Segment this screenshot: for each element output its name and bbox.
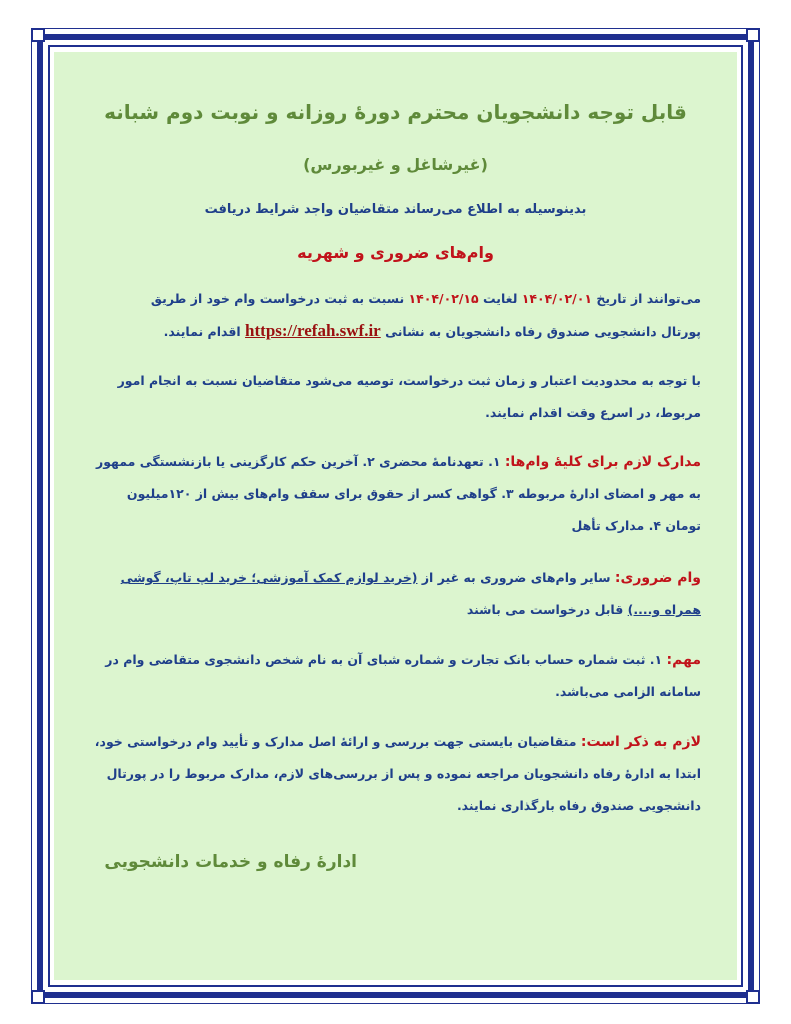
notice-subtitle: (غیرشاغل و غیربورس): [303, 155, 488, 174]
emergency-loan-paragraph: [90, 562, 701, 626]
note-label: لازم به ذکر است:: [580, 734, 701, 750]
portal-prefix: پورتال دانشجویی صندوق رفاه دانشجویان به نشانی: [385, 324, 701, 339]
note-text: متقاضیان بایستی جهت بررسی و ارائهٔ اصل مدارک و تأیید وام درخواستی خود، ابتدا به ادارهٔ رفاه دانشجویان مراجعه نموده و پس از بررسی‌های لازم، مدارک مربوط را در پورتال دانشجویی صندوق رفاه بارگذاری نمایند.: [94, 734, 701, 813]
document-item-3: ۳. گواهی کسر از حقوق برای سقف وام‌های بیش از ۱۲۰میلیون تومان: [126, 486, 701, 533]
registration-period-paragraph: [90, 283, 701, 348]
notice-content: [54, 52, 737, 980]
document-item-1: ۱. تعهدنامهٔ محضری: [379, 454, 501, 469]
document-item-2: ۲. آخرین حکم کارگزینی یا بازنشستگی ممهور به مهر و امضای ادارهٔ مربوطه: [96, 454, 701, 501]
important-label: مهم:: [666, 652, 701, 668]
required-documents-paragraph: [90, 446, 701, 542]
note-paragraph: [90, 726, 701, 822]
important-paragraph: [90, 644, 701, 708]
notice-title: قابل توجه دانشجویان محترم دورهٔ روزانه و نوبت دوم شبانه: [104, 100, 687, 124]
emergency-loan-label: وام ضروری:: [614, 570, 701, 586]
period-prefix: می‌توانند از تاریخ: [596, 291, 701, 306]
end-date: ۱۴۰۴/۰۲/۱۵: [408, 291, 479, 306]
period-rest: نسبت به ثبت درخواست وام خود از طریق: [150, 291, 405, 306]
limited-credit-paragraph: با توجه به محدودیت اعتبار و زمان ثبت درخواست، توصیه می‌شود متقاضیان نسبت به انجام امور مربوط، در اسرع وقت اقدام نمایند.: [117, 373, 701, 420]
corner-ornament-bottom-left: [31, 990, 45, 1004]
loan-types-heading: وام‌های ضروری و شهریه: [297, 243, 494, 262]
emergency-loan-text-a: سایر وام‌های ضروری به غیر از: [421, 570, 611, 585]
emergency-loan-exclusions: (خرید لوازم کمک آموزشی؛ خرید لپ تاپ، گوشی همراه و....): [120, 570, 701, 617]
period-mid: لغایت: [483, 291, 518, 306]
important-text: ۱. ثبت شماره حساب بانک تجارت و شماره شبای آن به نام شخص دانشجوی متقاضی وام در سامانه الزامی می‌باشد.: [105, 652, 701, 699]
notice-sheet: [54, 52, 737, 980]
corner-ornament-top-right: [746, 28, 760, 42]
emergency-loan-text-b: قابل درخواست می باشند: [466, 602, 624, 617]
portal-suffix: اقدام نمایند.: [163, 324, 241, 339]
signature: ادارهٔ رفاه و خدمات دانشجویی: [104, 852, 357, 872]
start-date: ۱۴۰۴/۰۲/۰۱: [521, 291, 592, 306]
document-item-4: ۴. مدارک تأهل: [571, 518, 661, 533]
required-documents-label: مدارک لازم برای کلیهٔ وام‌ها:: [504, 454, 701, 470]
corner-ornament-top-left: [31, 28, 45, 42]
corner-ornament-bottom-right: [746, 990, 760, 1004]
intro-text: بدینوسیله به اطلاع می‌رساند متقاضیان واجد شرایط دریافت: [204, 202, 587, 217]
portal-link[interactable]: https://refah.swf.ir: [245, 321, 381, 340]
